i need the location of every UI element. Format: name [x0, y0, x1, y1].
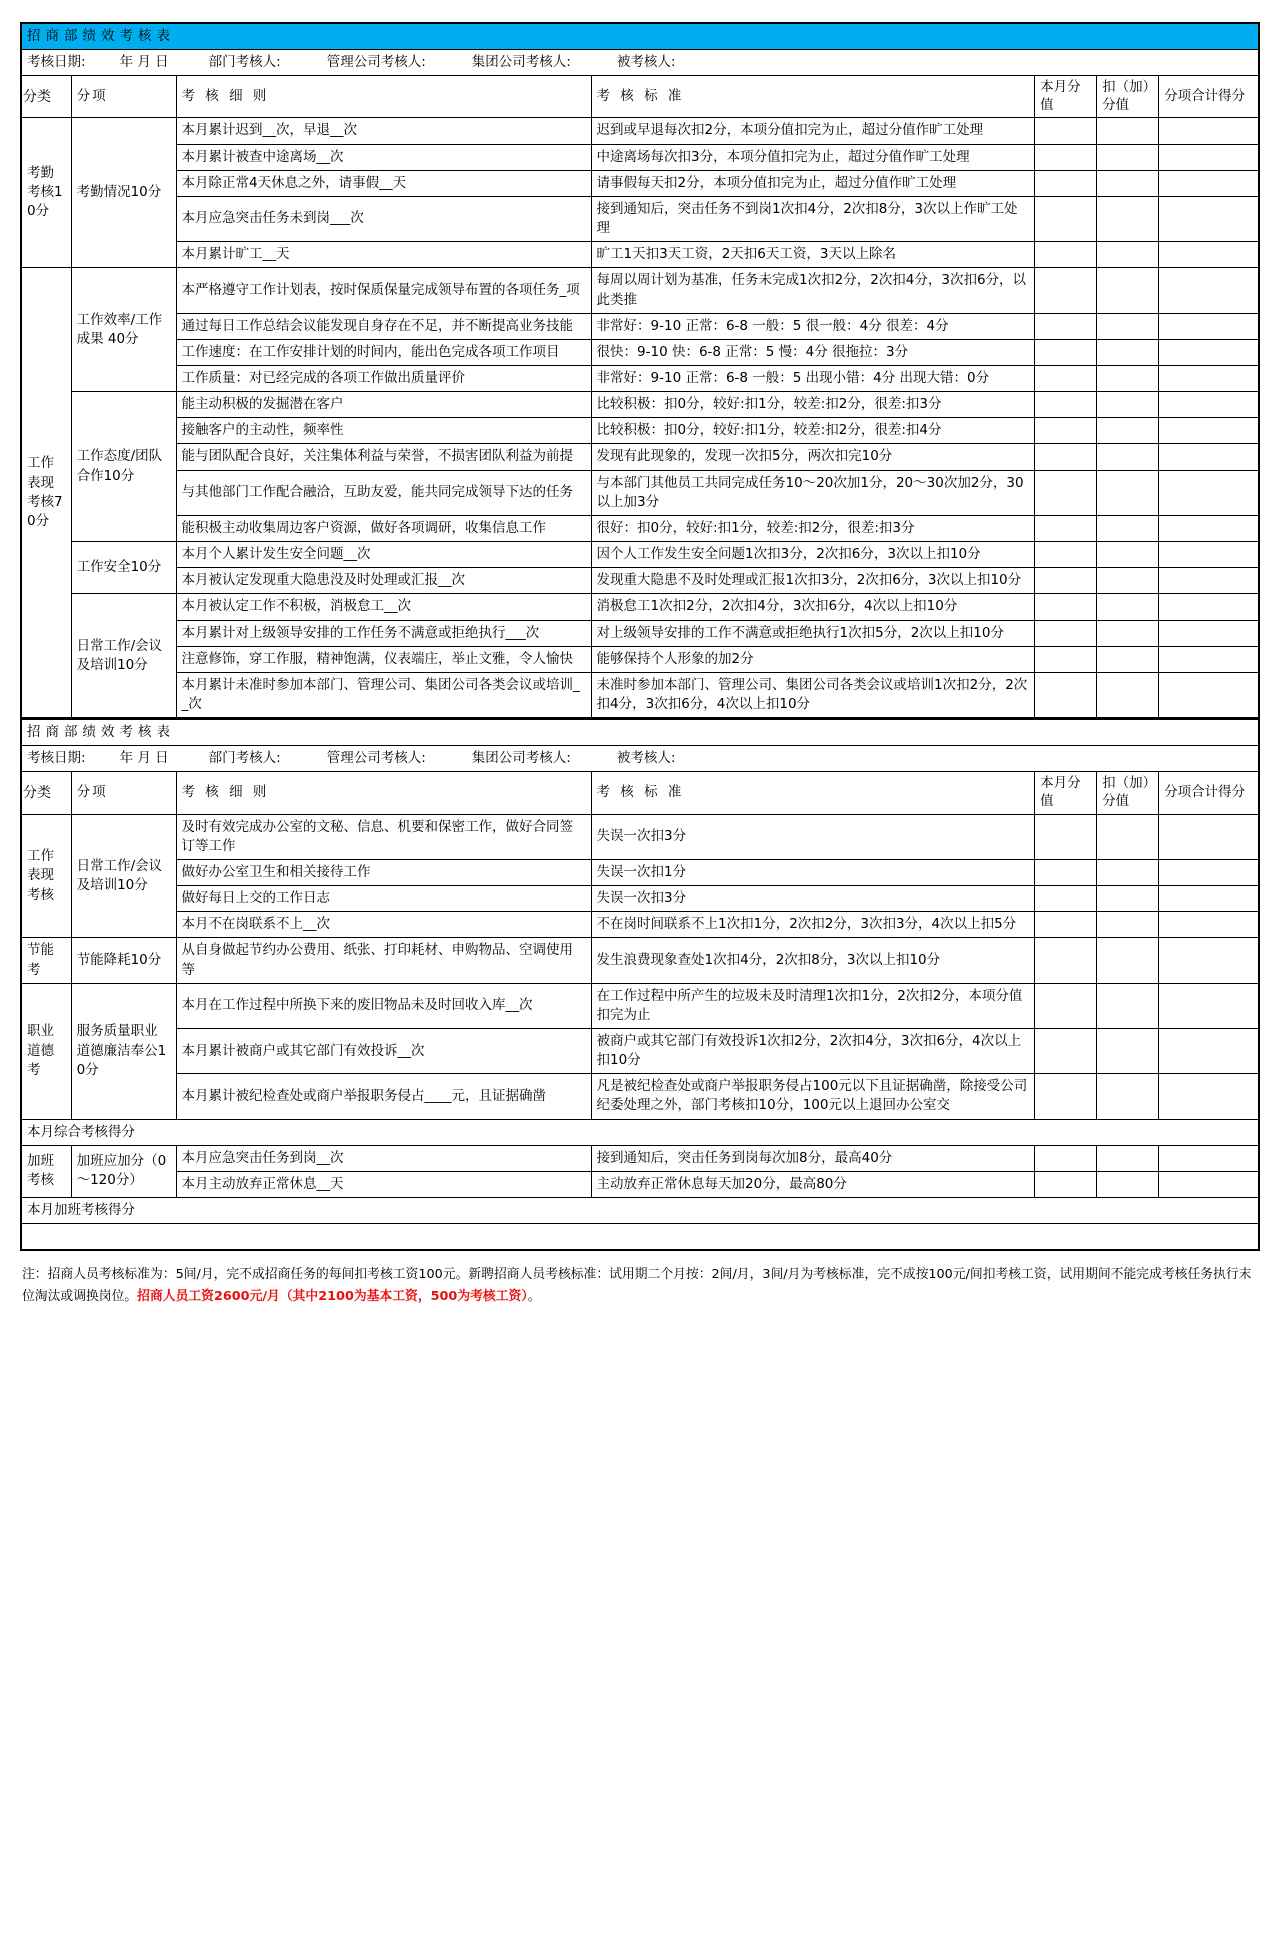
- table-row: [21, 859, 1259, 885]
- subtotal-input[interactable]: [1159, 672, 1259, 718]
- detail-cell: 及时有效完成办公室的文秘、信息、机要和保密工作，做好合同签订等工作: [176, 814, 591, 859]
- detail-cell: 本月被认定发现重大隐患没及时处理或汇报__次: [176, 568, 591, 594]
- table-row: [21, 444, 1259, 470]
- header-adjust-score: 扣（加）分值: [1097, 76, 1159, 118]
- adjust-score-input[interactable]: [1097, 646, 1159, 672]
- adjust-score-input[interactable]: [1097, 620, 1159, 646]
- header-subitem: 分项: [71, 76, 176, 118]
- table-row: [21, 594, 1259, 620]
- table-row: [21, 242, 1259, 268]
- standard-cell: 对上级领导安排的工作不满意或拒绝执行1次扣5分，2次以上扣10分: [591, 620, 1035, 646]
- adjust-score-input[interactable]: [1097, 912, 1159, 938]
- month-score-input[interactable]: [1035, 814, 1097, 859]
- subtotal-input[interactable]: [1159, 339, 1259, 365]
- detail-cell: 本月不在岗联系不上__次: [176, 912, 591, 938]
- subtotal-input[interactable]: [1159, 983, 1259, 1028]
- adjust-score-input[interactable]: [1097, 392, 1159, 418]
- detail-cell: 工作速度：在工作安排计划的时间内，能出色完成各项工作项目: [176, 339, 591, 365]
- header-month-score-2: 本月分值: [1035, 772, 1097, 814]
- detail-cell: 本月累计被商户或其它部门有效投诉__次: [176, 1028, 591, 1073]
- month-score-input[interactable]: [1035, 620, 1097, 646]
- adjust-score-input[interactable]: [1097, 814, 1159, 859]
- table-row: [21, 515, 1259, 541]
- subtotal-input[interactable]: [1159, 268, 1259, 313]
- detail-cell: 本月累计被查中途离场__次: [176, 144, 591, 170]
- reviewee-label[interactable]: 被考核人:: [616, 54, 676, 71]
- table-row: [21, 392, 1259, 418]
- category-cell: 考勤考核10分: [21, 118, 71, 268]
- adjust-score-input[interactable]: [1097, 268, 1159, 313]
- standard-cell: 失误一次扣3分: [591, 886, 1035, 912]
- month-score-input[interactable]: [1035, 1145, 1097, 1171]
- subitem-cell: 服务质量职业道德廉洁奉公10分: [71, 983, 176, 1119]
- standard-cell: 每周以周计划为基准，任务未完成1次扣2分，2次扣4分，3次扣6分，以此类推: [591, 268, 1035, 313]
- overtime-total-row: [21, 1198, 1259, 1224]
- table-row: [21, 1145, 1259, 1171]
- adjust-score-input[interactable]: [1097, 196, 1159, 241]
- overtime-total-label: 本月加班考核得分: [21, 1198, 1259, 1224]
- table-row: [21, 1171, 1259, 1197]
- footnote-text-part2: 。: [527, 1289, 541, 1305]
- adjust-score-input[interactable]: [1097, 313, 1159, 339]
- standard-cell: 旷工1天扣3天工资，2天扣6天工资，3天以上除名: [591, 242, 1035, 268]
- subtotal-input[interactable]: [1159, 1171, 1259, 1197]
- subtotal-input[interactable]: [1159, 170, 1259, 196]
- detail-cell: 本月除正常4天休息之外，请事假__天: [176, 170, 591, 196]
- subitem-cell: 工作安全10分: [71, 542, 176, 594]
- table-row: [21, 912, 1259, 938]
- table-row: [21, 886, 1259, 912]
- adjust-score-input[interactable]: [1097, 542, 1159, 568]
- month-score-input[interactable]: [1035, 983, 1097, 1028]
- adjust-score-input[interactable]: [1097, 144, 1159, 170]
- table-row: [21, 1074, 1259, 1119]
- detail-cell: 做好办公室卫生和相关接待工作: [176, 859, 591, 885]
- adjust-score-input[interactable]: [1097, 242, 1159, 268]
- group-reviewer-label-2[interactable]: 集团公司考核人:: [471, 750, 571, 767]
- category-cell: 工作表现考核: [21, 814, 71, 938]
- detail-cell: 本月累计被纪检查处或商户举报职务侵占____元，且证据确凿: [176, 1074, 591, 1119]
- subtotal-input[interactable]: [1159, 1074, 1259, 1119]
- table-row: [21, 646, 1259, 672]
- subtotal-input[interactable]: [1159, 313, 1259, 339]
- month-score-input[interactable]: [1035, 515, 1097, 541]
- table-row: [21, 470, 1259, 515]
- month-score-input[interactable]: [1035, 1171, 1097, 1197]
- month-score-input[interactable]: [1035, 170, 1097, 196]
- detail-cell: 与其他部门工作配合融洽，互助友爱，能共同完成领导下达的任务: [176, 470, 591, 515]
- month-score-input[interactable]: [1035, 444, 1097, 470]
- adjust-score-input[interactable]: [1097, 1171, 1159, 1197]
- header-standard-2: 考 核 标 准: [591, 772, 1035, 814]
- subitem-cell: 日常工作/会议及培训10分: [71, 814, 176, 938]
- standard-cell: 很好：扣0分，较好:扣1分，较差:扣2分，很差:扣3分: [591, 515, 1035, 541]
- standard-cell: 非常好：9-10 正常：6-8 一般：5 很一般：4分 很差：4分: [591, 313, 1035, 339]
- detail-cell: 工作质量：对已经完成的各项工作做出质量评价: [176, 365, 591, 391]
- footnote: [20, 1264, 1260, 1309]
- subtotal-input[interactable]: [1159, 912, 1259, 938]
- standard-cell: 很快：9-10 快：6-8 正常：5 慢：4分 很拖拉：3分: [591, 339, 1035, 365]
- adjust-score-input[interactable]: [1097, 886, 1159, 912]
- reviewee-label-2[interactable]: 被考核人:: [616, 750, 676, 767]
- adjust-score-input[interactable]: [1097, 938, 1159, 983]
- adjust-score-input[interactable]: [1097, 170, 1159, 196]
- month-score-input[interactable]: [1035, 268, 1097, 313]
- subitem-cell: 日常工作/会议及培训10分: [71, 594, 176, 718]
- adjust-score-input[interactable]: [1097, 118, 1159, 144]
- subtotal-input[interactable]: [1159, 938, 1259, 983]
- detail-cell: 能积极主动收集周边客户资源，做好各项调研，收集信息工作: [176, 515, 591, 541]
- standard-cell: 能够保持个人形象的加2分: [591, 646, 1035, 672]
- standard-cell: 未准时参加本部门、管理公司、集团公司各类会议或培训1次扣2分，2次扣4分，3次扣6分，4次以上扣10分: [591, 672, 1035, 718]
- month-score-input[interactable]: [1035, 392, 1097, 418]
- adjust-score-input[interactable]: [1097, 444, 1159, 470]
- header-month-score: 本月分值: [1035, 76, 1097, 118]
- assessment-date-label-2: 考核日期:: [27, 750, 86, 767]
- subtotal-input[interactable]: [1159, 859, 1259, 885]
- month-score-input[interactable]: [1035, 196, 1097, 241]
- adjust-score-input[interactable]: [1097, 568, 1159, 594]
- subtotal-input[interactable]: [1159, 470, 1259, 515]
- subtotal-input[interactable]: [1159, 515, 1259, 541]
- assessment-table-page1: [20, 22, 1260, 719]
- month-score-input[interactable]: [1035, 859, 1097, 885]
- table-row: [21, 983, 1259, 1028]
- standard-cell: 主动放弃正常休息每天加20分，最高80分: [591, 1171, 1035, 1197]
- page1-body: [21, 118, 1259, 718]
- subtotal-input[interactable]: [1159, 646, 1259, 672]
- table-row: [21, 365, 1259, 391]
- month-score-input[interactable]: [1035, 365, 1097, 391]
- header-standard: 考 核 标 准: [591, 76, 1035, 118]
- month-score-input[interactable]: [1035, 568, 1097, 594]
- adjust-score-input[interactable]: [1097, 594, 1159, 620]
- subtotal-input[interactable]: [1159, 568, 1259, 594]
- subtotal-input[interactable]: [1159, 886, 1259, 912]
- subitem-cell: 工作效率/工作成果 40分: [71, 268, 176, 392]
- table-row: [21, 568, 1259, 594]
- header-subtotal-2: 分项合计得分: [1159, 772, 1259, 814]
- dept-reviewer-label-2[interactable]: 部门考核人:: [208, 750, 281, 767]
- header-category-2: 分类: [21, 772, 71, 814]
- category-cell: 加班考核: [21, 1145, 71, 1197]
- subitem-cell: 考勤情况10分: [71, 118, 176, 268]
- month-score-input[interactable]: [1035, 672, 1097, 718]
- month-score-input[interactable]: [1035, 1074, 1097, 1119]
- header-detail-2: 考 核 细 则: [176, 772, 591, 814]
- standard-cell: 比较积极：扣0分，较好:扣1分，较差:扣2分，很差:扣3分: [591, 392, 1035, 418]
- page-title: 招商部绩效考核表: [21, 23, 1259, 50]
- month-score-input[interactable]: [1035, 912, 1097, 938]
- detail-cell: 本月被认定工作不积极，消极怠工__次: [176, 594, 591, 620]
- category-cell: 职业道德考: [21, 983, 71, 1119]
- comprehensive-score-label: 本月综合考核得分: [21, 1119, 1259, 1145]
- header-subitem-2: 分项: [71, 772, 176, 814]
- footnote-text-part1: 注：招商人员考核标准为：5间/月，完不成招商任务的每间扣考核工资100元。新聘招商人员考核标准：试用期二个月按：2间/月，3间/月为考核标准，完不成按100元/间扣考核工资，试用期间不能完成考核任务执行末位淘汰或调换岗位。: [22, 1266, 1252, 1305]
- column-header-row: [21, 76, 1259, 118]
- adjust-score-input[interactable]: [1097, 339, 1159, 365]
- header-adjust-score-2: 扣（加）分值: [1097, 772, 1159, 814]
- category-cell: 节能考: [21, 938, 71, 983]
- standard-cell: 凡是被纪检查处或商户举报职务侵占100元以下且证据确凿，除接受公司纪委处理之外，部门考核扣10分，100元以上退回办公室交: [591, 1074, 1035, 1119]
- meta-row-page2: [21, 746, 1259, 772]
- adjust-score-input[interactable]: [1097, 1145, 1159, 1171]
- subtotal-input[interactable]: [1159, 1028, 1259, 1073]
- detail-cell: 做好每日上交的工作日志: [176, 886, 591, 912]
- table-row: [21, 170, 1259, 196]
- adjust-score-input[interactable]: [1097, 515, 1159, 541]
- month-score-input[interactable]: [1035, 313, 1097, 339]
- table-row: [21, 418, 1259, 444]
- meta-fields: [21, 50, 1259, 76]
- standard-cell: 发现重大隐患不及时处理或汇报1次扣3分，2次扣6分，3次以上扣10分: [591, 568, 1035, 594]
- standard-cell: 失误一次扣3分: [591, 814, 1035, 859]
- title-row-page2: [21, 720, 1259, 746]
- standard-cell: 接到通知后，突击任务不到岗1次扣4分，2次扣8分，3次以上作旷工处理: [591, 196, 1035, 241]
- table-row: [21, 339, 1259, 365]
- standard-cell: 请事假每天扣2分，本项分值扣完为止，超过分值作旷工处理: [591, 170, 1035, 196]
- page-title-2: 招商部绩效考核表: [21, 720, 1259, 746]
- standard-cell: 失误一次扣1分: [591, 859, 1035, 885]
- adjust-score-input[interactable]: [1097, 470, 1159, 515]
- detail-cell: 本月应急突击任务到岗__次: [176, 1145, 591, 1171]
- adjust-score-input[interactable]: [1097, 983, 1159, 1028]
- dept-reviewer-label[interactable]: 部门考核人:: [208, 54, 281, 71]
- table-row: [21, 144, 1259, 170]
- detail-cell: 从自身做起节约办公费用、纸张、打印耗材、申购物品、空调使用等: [176, 938, 591, 983]
- meta-fields-2: [21, 746, 1259, 772]
- table-row: [21, 672, 1259, 718]
- subtotal-input[interactable]: [1159, 620, 1259, 646]
- adjust-score-input[interactable]: [1097, 418, 1159, 444]
- subtotal-input[interactable]: [1159, 814, 1259, 859]
- standard-cell: 因个人工作发生安全问题1次扣3分，2次扣6分，3次以上扣10分: [591, 542, 1035, 568]
- detail-cell: 本月在工作过程中所换下来的废旧物品未及时回收入库__次: [176, 983, 591, 1028]
- header-category: 分类: [21, 76, 71, 118]
- spacer-cell: [21, 1224, 1259, 1250]
- detail-cell: 本月个人累计发生安全问题__次: [176, 542, 591, 568]
- month-score-input[interactable]: [1035, 118, 1097, 144]
- standard-cell: 与本部门其他员工共同完成任务10～20次加1分，20～30次加2分，30以上加3分: [591, 470, 1035, 515]
- table-row: [21, 620, 1259, 646]
- detail-cell: 本月主动放弃正常休息__天: [176, 1171, 591, 1197]
- detail-cell: 本月累计旷工__天: [176, 242, 591, 268]
- subtotal-input[interactable]: [1159, 418, 1259, 444]
- adjust-score-input[interactable]: [1097, 672, 1159, 718]
- subitem-cell: 工作态度/团队合作10分: [71, 392, 176, 542]
- month-score-input[interactable]: [1035, 144, 1097, 170]
- footnote-salary-highlight: 招商人员工资2600元/月（其中2100为基本工资，500为考核工资）: [137, 1289, 528, 1305]
- table-row: [21, 542, 1259, 568]
- standard-cell: 比较积极：扣0分，较好:扣1分，较差:扣2分，很差:扣4分: [591, 418, 1035, 444]
- standard-cell: 接到通知后，突击任务到岗每次加8分，最高40分: [591, 1145, 1035, 1171]
- header-detail: 考 核 细 则: [176, 76, 591, 118]
- adjust-score-input[interactable]: [1097, 1074, 1159, 1119]
- column-header-row-2: [21, 772, 1259, 814]
- subtotal-input[interactable]: [1159, 594, 1259, 620]
- table-row: [21, 268, 1259, 313]
- detail-cell: 接触客户的主动性，频率性: [176, 418, 591, 444]
- subitem-cell: 加班应加分（0～120分）: [71, 1145, 176, 1197]
- adjust-score-input[interactable]: [1097, 859, 1159, 885]
- month-score-input[interactable]: [1035, 646, 1097, 672]
- detail-cell: 本月应急突击任务未到岗___次: [176, 196, 591, 241]
- subtotal-input[interactable]: [1159, 392, 1259, 418]
- month-score-input[interactable]: [1035, 1028, 1097, 1073]
- subtotal-input[interactable]: [1159, 242, 1259, 268]
- standard-cell: 在工作过程中所产生的垃圾未及时清理1次扣1分，2次扣2分，本项分值扣完为止: [591, 983, 1035, 1028]
- header-subtotal: 分项合计得分: [1159, 76, 1259, 118]
- detail-cell: 本月累计迟到__次，早退__次: [176, 118, 591, 144]
- table-row: [21, 196, 1259, 241]
- detail-cell: 注意修饰，穿工作服，精神饱满，仪表端庄，举止文雅，令人愉快: [176, 646, 591, 672]
- subtotal-input[interactable]: [1159, 1145, 1259, 1171]
- assessment-date-value-2[interactable]: 年 月 日: [119, 750, 169, 767]
- standard-cell: 迟到或早退每次扣2分，本项分值扣完为止，超过分值作旷工处理: [591, 118, 1035, 144]
- standard-cell: 不在岗时间联系不上1次扣1分，2次扣2分，3次扣3分，4次以上扣5分: [591, 912, 1035, 938]
- month-score-input[interactable]: [1035, 594, 1097, 620]
- standard-cell: 发生浪费现象查处1次扣4分，2次扣8分，3次以上扣10分: [591, 938, 1035, 983]
- group-reviewer-label[interactable]: 集团公司考核人:: [471, 54, 571, 71]
- assessment-table-page2: [20, 719, 1260, 1251]
- adjust-score-input[interactable]: [1097, 365, 1159, 391]
- meta-row: [21, 50, 1259, 76]
- month-score-input[interactable]: [1035, 470, 1097, 515]
- month-score-input[interactable]: [1035, 542, 1097, 568]
- table-row: [21, 1028, 1259, 1073]
- page2-body: [21, 814, 1259, 1250]
- month-score-input[interactable]: [1035, 339, 1097, 365]
- month-score-input[interactable]: [1035, 886, 1097, 912]
- table-row: [21, 938, 1259, 983]
- subitem-cell: 节能降耗10分: [71, 938, 176, 983]
- title-banner-row: [21, 23, 1259, 50]
- month-score-input[interactable]: [1035, 242, 1097, 268]
- mgmt-reviewer-label[interactable]: 管理公司考核人:: [326, 54, 426, 71]
- assessment-date-label: 考核日期:: [27, 54, 86, 71]
- subtotal-input[interactable]: [1159, 444, 1259, 470]
- detail-cell: 本月累计对上级领导安排的工作任务不满意或拒绝执行___次: [176, 620, 591, 646]
- category-cell: 工作表现考核70分: [21, 268, 71, 718]
- standard-cell: 消极怠工1次扣2分，2次扣4分，3次扣6分，4次以上扣10分: [591, 594, 1035, 620]
- table-row: [21, 118, 1259, 144]
- standard-cell: 发现有此现象的，发现一次扣5分，两次扣完10分: [591, 444, 1035, 470]
- subtotal-input[interactable]: [1159, 542, 1259, 568]
- comprehensive-score-row: [21, 1119, 1259, 1145]
- detail-cell: 本月累计未准时参加本部门、管理公司、集团公司各类会议或培训__次: [176, 672, 591, 718]
- subtotal-input[interactable]: [1159, 196, 1259, 241]
- mgmt-reviewer-label-2[interactable]: 管理公司考核人:: [326, 750, 426, 767]
- month-score-input[interactable]: [1035, 938, 1097, 983]
- standard-cell: 非常好：9-10 正常：6-8 一般：5 出现小错：4分 出现大错：0分: [591, 365, 1035, 391]
- detail-cell: 通过每日工作总结会议能发现自身存在不足，并不断提高业务技能: [176, 313, 591, 339]
- detail-cell: 能主动积极的发掘潜在客户: [176, 392, 591, 418]
- subtotal-input[interactable]: [1159, 365, 1259, 391]
- month-score-input[interactable]: [1035, 418, 1097, 444]
- standard-cell: 被商户或其它部门有效投诉1次扣2分，2次扣4分，3次扣6分，4次以上扣10分: [591, 1028, 1035, 1073]
- detail-cell: 本严格遵守工作计划表，按时保质保量完成领导布置的各项任务_项: [176, 268, 591, 313]
- table-row: [21, 313, 1259, 339]
- adjust-score-input[interactable]: [1097, 1028, 1159, 1073]
- assessment-date-value[interactable]: 年 月 日: [119, 54, 169, 71]
- subtotal-input[interactable]: [1159, 144, 1259, 170]
- spacer-row: [21, 1224, 1259, 1250]
- detail-cell: 能与团队配合良好，关注集体利益与荣誉，不损害团队利益为前提: [176, 444, 591, 470]
- standard-cell: 中途离场每次扣3分，本项分值扣完为止，超过分值作旷工处理: [591, 144, 1035, 170]
- table-row: [21, 814, 1259, 859]
- subtotal-input[interactable]: [1159, 118, 1259, 144]
